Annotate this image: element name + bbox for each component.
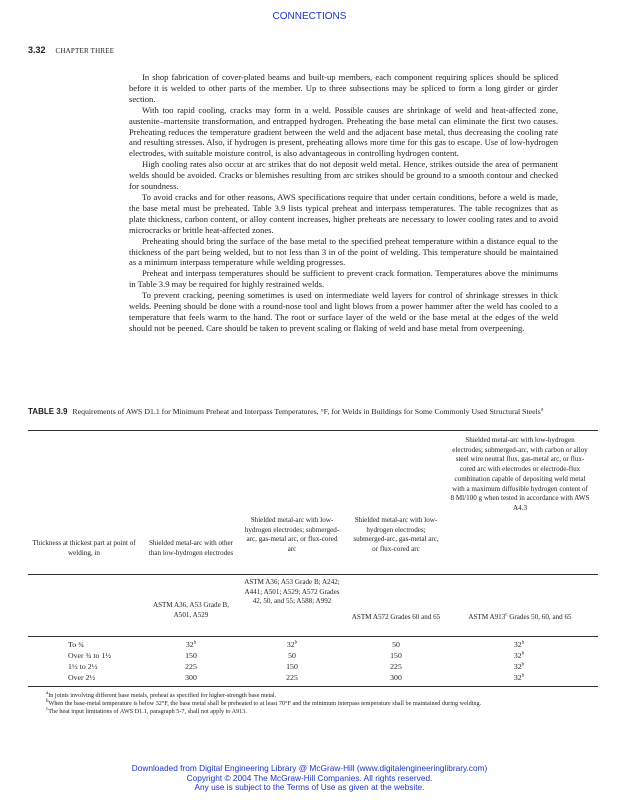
col-header-smaw-other: Shielded metal-arc with other than low-hydrogen electrodes — [148, 539, 234, 557]
col-header-smaw-lowh-3: Shielded metal-arc with low-hydrogen electrodes; submerged-arc, with carbon or alloy steel wire neutral flux, gas-metal arc, or flux-cored arc with electrodes or electrode-flux combination capable of depositing weld metal with a maximum diffusible hydrogen content of 8 Ml/100 g when tested in accordance with AWS A4.3 — [450, 436, 590, 512]
paragraph: High cooling rates also occur at arc strikes that do not deposit weld metal. Hence, strikes outside the area of permanent welds should be avoided. Cracks or blemishes resulting from arc strikes should be ground to a smooth contour and checked for soundness. — [129, 159, 558, 192]
footer-terms-link[interactable]: Any use is subject to the Terms of Use as given at the website. — [194, 782, 425, 793]
table-caption-text: Requirements of AWS D1.1 for Minimum Preheat and Interpass Temperatures, °F, for Welds in Buildings for Some Commonly Used Structural Steels — [72, 407, 541, 416]
table-caption — [28, 407, 598, 418]
row-value: 32$^b$ — [513, 651, 525, 660]
row-thickness: 1½ to 2½ — [68, 662, 98, 671]
table-footnotes — [28, 692, 598, 716]
row-value: 32$^b$ — [513, 673, 525, 682]
steel-spec-3: ASTM A572 Grades 60 and 65 — [351, 613, 441, 621]
row-value: 150 — [390, 651, 402, 660]
row-thickness: To ¾ — [68, 640, 84, 649]
steel-spec-2: ASTM A36; A53 Grade B; A242; A441; A501; A529; A572 Grades 42, 50, and 55; A588; A992 — [244, 578, 340, 606]
steel-spec-4-grades: Grades 50, 60, and 65 — [509, 613, 572, 621]
row-value: 32$^b$ — [185, 640, 197, 649]
paragraph: Preheat and interpass temperatures should be sufficient to prevent crack formation. Temperatures above the minimums in Table 3.9 may be required for highly restrained welds. — [129, 268, 558, 290]
row-value: 300 — [185, 673, 197, 682]
footer — [0, 764, 619, 793]
paragraph: In shop fabrication of cover-plated beams and built-up members, each component requiring splices should be spliced before it is welded to other parts of the member. Up to three subsections may be spliced to form a long girder or girder section. — [129, 72, 558, 104]
steel-spec-4-note: c — [505, 612, 508, 618]
steel-spec-4-name: ASTM A913 — [468, 613, 506, 621]
steel-spec-4 — [450, 613, 590, 623]
row-value: 32$^b$ — [513, 662, 525, 671]
row-thickness: Over ¾ to 1½ — [68, 651, 112, 660]
table-top-rule — [28, 430, 598, 431]
footer-copyright: Copyright © 2004 The McGraw-Hill Companies. All rights reserved. — [186, 772, 433, 783]
row-value: 225 — [185, 662, 197, 671]
footnote: $^a$In joints involving different base metals, preheat as specified for higher-strength base metal. — [46, 690, 277, 699]
col-header-smaw-lowh-1: Shielded metal-arc with low-hydrogen electrodes; submerged-arc, gas-metal arc, or flux-cored arc — [244, 516, 340, 554]
paragraph: With too rapid cooling, cracks may form in a weld. Possible causes are shrinkage of weld and heat-affected zone, austenite–martensite transformation, and entrapped hydrogen. Preheating the base metal can eliminate the first two causes. Preheating reduces the temperature gradient between the weld and the adjacent base metal, thus decreasing the cooling rate and resulting stresses. Also, if hydrogen is present, preheating allows more time for this gas to escape. Use of low-hydrogen electrodes, with suitable moisture control, is also advantageous in controlling hydrogen content. — [129, 104, 558, 159]
row-value: 32$^b$ — [513, 640, 525, 649]
footer-download-link[interactable]: Downloaded from Digital Engineering Library @ McGraw-Hill (www.digitalengineeringlibrary.com) — [131, 763, 488, 773]
row-value: 225 — [390, 662, 402, 671]
paragraph: Preheating should bring the surface of the base metal to the specified preheat temperature within a distance equal to the thickness of the part being welded, but to not less than 3 in of the point of welding. This temperature should be maintained as a minimum interpass temperature while welding progresses. — [129, 235, 558, 268]
running-head — [28, 45, 114, 55]
col-header-thickness: Thickness at thickest part at point of welding, in — [32, 539, 136, 557]
page-number: 3.32 — [28, 45, 46, 55]
body-text — [129, 72, 558, 334]
steel-spec-1: ASTM A36, A53 Grade B, A501, A529 — [152, 601, 230, 619]
chapter-label: CHAPTER THREE — [55, 47, 115, 55]
footnote: $^c$The heat input limitations of AWS D1.1, paragraph 5-7, shall not apply to A913. — [46, 706, 247, 715]
row-value: 50 — [288, 651, 296, 660]
caption-note: a — [540, 407, 544, 413]
specs-rule — [28, 636, 598, 637]
footnote: $^b$When the base-metal temperature is below 32°F, the base metal shall be preheated to at least 70°F and the minimum interpass temperature shall be maintained during welding. — [46, 698, 482, 707]
row-value: 50 — [392, 640, 400, 649]
header-rule — [28, 574, 598, 575]
row-value: 150 — [286, 662, 298, 671]
col-header-smaw-lowh-2: Shielded metal-arc with low-hydrogen electrodes; submerged-arc, gas-metal arc, or flux-cored arc — [353, 516, 439, 554]
row-value: 225 — [286, 673, 298, 682]
row-value: 300 — [390, 673, 402, 682]
paragraph: To prevent cracking, peening sometimes is used on intermediate weld layers for control of shrinkage stresses in thick welds. Peening should be done with a round-nose tool and light blows from a power hammer after the weld has cooled to a temperature that feels warm to the hand. The root or surface layer of the weld or the base metal at the edges of the weld should not be peened. Care should be taken to prevent scaling or flaking of weld and base metal from overpeening. — [129, 290, 558, 333]
header-title[interactable]: CONNECTIONS — [272, 11, 347, 22]
row-thickness: Over 2½ — [68, 673, 96, 682]
table-bottom-rule — [28, 686, 598, 687]
row-value: 150 — [185, 651, 197, 660]
row-value: 32$^b$ — [286, 640, 298, 649]
paragraph: To avoid cracks and for other reasons, AWS specifications require that under certain conditions, before a weld is made, the base metal must be preheated. Table 3.9 lists typical preheat and interpass temperatures. The table recognizes that as plate thickness, carbon content, or alloy content increases, higher preheats are necessary to lower cooling rates and to avoid microcracks or brittle heat-affected zones. — [129, 191, 558, 235]
table-label: TABLE 3.9 — [28, 407, 68, 416]
